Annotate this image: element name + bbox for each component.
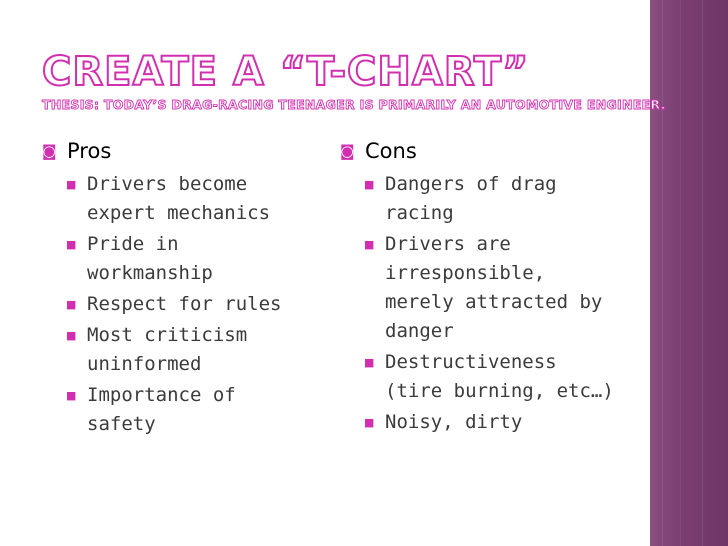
list-item: ■ Noisy, dirty xyxy=(340,408,615,437)
list-item: ■ Dangers of drag racing xyxy=(340,170,615,228)
bullet-icon: ■ xyxy=(66,238,77,251)
bullet-icon: ■ xyxy=(364,178,375,191)
slide-subtitle: THESIS: TODAY’S DRAG-RACING TEENAGER IS PRIMARILY AN AUTOMOTIVE ENGINEER. xyxy=(42,97,666,112)
list-item: ■ Destructiveness (tire burning, etc…) xyxy=(340,348,615,406)
pros-column xyxy=(42,136,312,441)
cons-list xyxy=(340,170,615,437)
pros-heading: Pros xyxy=(67,139,112,163)
bullet-icon: ■ xyxy=(364,238,375,251)
cons-column xyxy=(340,136,615,439)
bullet-icon: ■ xyxy=(364,416,375,429)
bullet-icon: ■ xyxy=(364,356,375,369)
list-item: ■ Pride in workmanship xyxy=(42,230,312,288)
decorative-side-band xyxy=(650,0,728,546)
bullet-icon: ■ xyxy=(66,329,77,342)
bullet-icon: ◙ xyxy=(340,142,355,160)
bullet-icon: ■ xyxy=(66,389,77,402)
pros-list xyxy=(42,170,312,439)
cons-heading: Cons xyxy=(365,139,417,163)
list-item: ■ Drivers become expert mechanics xyxy=(42,170,312,228)
bullet-icon: ◙ xyxy=(42,142,57,160)
slide-title: CREATE A “T-CHART” xyxy=(42,49,530,95)
list-item: ■ Most criticism uninformed xyxy=(42,321,312,379)
list-item: ■ Respect for rules xyxy=(42,290,312,319)
bullet-icon: ■ xyxy=(66,178,77,191)
cons-heading-row xyxy=(340,136,615,166)
list-item: ■ Drivers are irresponsible, merely attracted by danger xyxy=(340,230,615,346)
pros-heading-row xyxy=(42,136,312,166)
list-item: ■ Importance of safety xyxy=(42,381,312,439)
bullet-icon: ■ xyxy=(66,298,77,311)
